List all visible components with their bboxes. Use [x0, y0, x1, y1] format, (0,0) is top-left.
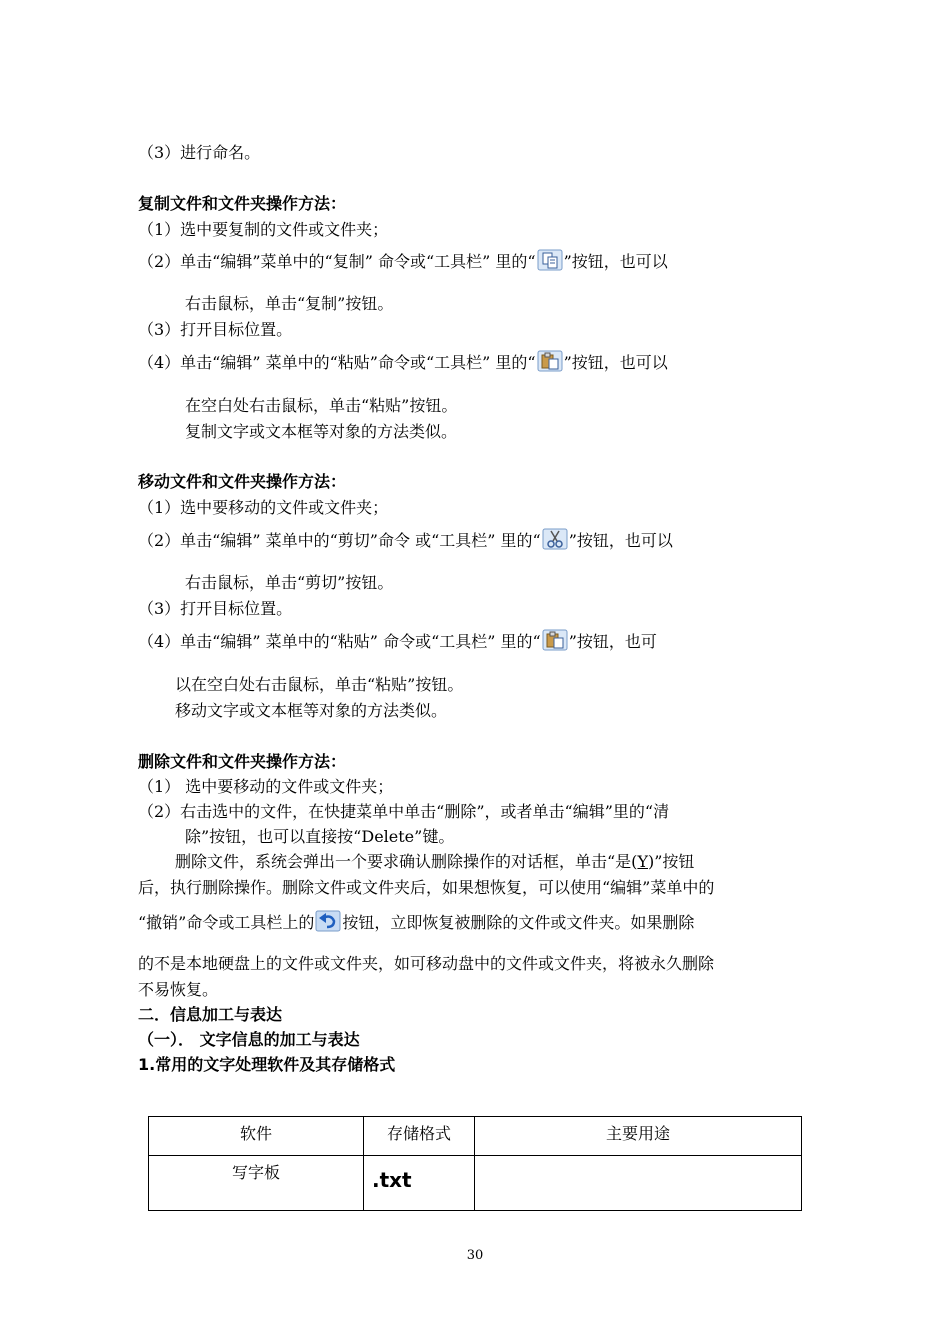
table-cell [475, 1156, 802, 1211]
text-span: ”按钮，也可以 [563, 252, 668, 271]
software-format-table [148, 1116, 802, 1211]
text-span: “撤销”命令或工具栏上的 [138, 913, 315, 932]
table-cell: 写字板 [149, 1156, 364, 1211]
text-line: （3）打开目标位置。 [138, 599, 293, 618]
section-heading-copy: 复制文件和文件夹操作方法： [138, 194, 347, 213]
text-line: （1）选中要移动的文件或文件夹； [138, 498, 389, 517]
text-span: （2）单击“编辑”菜单中的“复制” 命令或“工具栏” 里的“ [138, 252, 536, 271]
text-line: （1） 选中要移动的文件或文件夹； [138, 777, 394, 796]
text-span: ”按钮，也可 [568, 632, 657, 651]
section-heading-move: 移动文件和文件夹操作方法： [138, 472, 347, 491]
text-line: （3）进行命名。 [138, 143, 261, 162]
table-header-cell: 软件 [149, 1117, 364, 1156]
text-line [138, 249, 668, 269]
cut-icon [542, 528, 568, 550]
chapter-heading: 二．信息加工与表达 [138, 1005, 283, 1024]
text-line: 的不是本地硬盘上的文件或文件夹，如可移动盘中的文件或文件夹，将被永久删除 [138, 954, 715, 973]
subsection-heading: 1.常用的文字处理软件及其存储格式 [138, 1055, 396, 1074]
section-heading-delete: 删除文件和文件夹操作方法： [138, 752, 347, 771]
text-span: （4）单击“编辑” 菜单中的“粘贴”命令或“工具栏” 里的“ [138, 353, 536, 372]
text-line: 移动文字或文本框等对象的方法类似。 [175, 701, 448, 720]
text-line: 在空白处右击鼠标，单击“粘贴”按钮。 [185, 396, 458, 415]
table-header-row [149, 1117, 802, 1156]
text-span: )”按钮 [648, 852, 695, 871]
page-number: 30 [466, 1248, 484, 1263]
text-line: 右击鼠标，单击“复制”按钮。 [185, 294, 394, 313]
text-line: （2）右击选中的文件，在快捷菜单中单击“删除”，或者单击“编辑”里的“清 [138, 802, 670, 821]
text-span: ”按钮，也可以 [568, 531, 673, 550]
text-line [138, 528, 673, 548]
text-line: （3）打开目标位置。 [138, 320, 293, 339]
copy-icon [537, 249, 563, 271]
text-line: 除”按钮，也可以直接按“Delete”键。 [185, 827, 455, 846]
text-span: 按钮，立即恢复被删除的文件或文件夹。如果删除 [342, 913, 695, 932]
table-header-cell: 存储格式 [364, 1117, 475, 1156]
text-line: 不易恢复。 [138, 980, 219, 999]
table-cell: .txt [364, 1156, 475, 1211]
text-span: （2）单击“编辑” 菜单中的“剪切”命令 或“工具栏” 里的“ [138, 531, 541, 550]
table-header-cell: 主要用途 [475, 1117, 802, 1156]
table-row [149, 1156, 802, 1211]
paste-icon [537, 350, 563, 372]
text-line: 后，执行删除操作。删除文件或文件夹后，如果想恢复，可以使用“编辑”菜单中的 [138, 878, 715, 897]
text-line [138, 629, 657, 649]
text-line: 右击鼠标，单击“剪切”按钮。 [185, 573, 394, 592]
text-line [138, 910, 694, 930]
text-line [175, 852, 694, 872]
text-line: 复制文字或文本框等对象的方法类似。 [185, 422, 458, 441]
undo-icon [315, 910, 341, 932]
text-span: 删除文件，系统会弹出一个要求确认删除操作的对话框，单击“是( [175, 852, 638, 871]
text-span: （4）单击“编辑” 菜单中的“粘贴” 命令或“工具栏” 里的“ [138, 632, 541, 651]
text-line: （1）选中要复制的文件或文件夹； [138, 220, 389, 239]
paste-icon [542, 629, 568, 651]
text-line [138, 350, 668, 370]
text-line: 以在空白处右击鼠标，单击“粘贴”按钮。 [175, 675, 464, 694]
subsection-heading: （一）． 文字信息的加工与表达 [138, 1030, 360, 1049]
text-span: ”按钮，也可以 [563, 353, 668, 372]
shortcut-key: Y [637, 852, 648, 871]
